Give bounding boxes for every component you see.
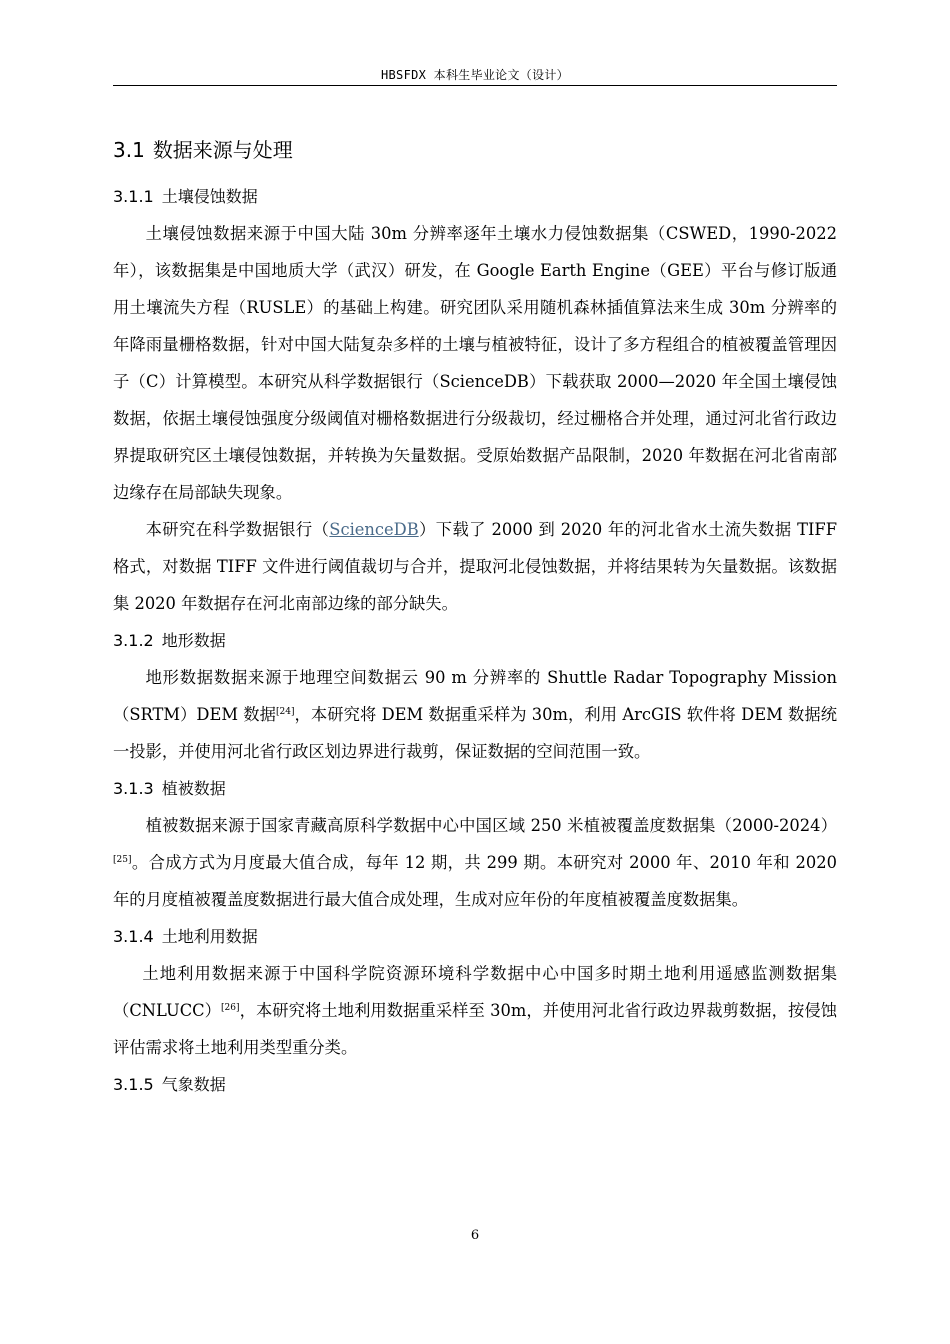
paragraph-vegetation <box>113 807 837 918</box>
paragraph-terrain <box>113 659 837 770</box>
paragraph-text: ，本研究将土地利用数据重采样至 30m，并使用河北省行政边界裁剪数据，按侵蚀评估需求将土地利用类型重分类。 <box>113 1001 837 1057</box>
page-number: 6 <box>470 1228 480 1243</box>
subsection-title: 土壤侵蚀数据 <box>161 187 258 206</box>
subsection-heading-meteorology <box>113 1066 837 1103</box>
citation-ref: [25] <box>113 855 132 865</box>
section-title: 数据来源与处理 <box>152 138 293 162</box>
sciencedb-link[interactable]: ScienceDB <box>329 520 419 539</box>
page-content <box>113 132 837 1103</box>
citation-ref: [24] <box>276 707 295 717</box>
subsection-title: 植被数据 <box>161 779 226 798</box>
subsection-title: 地形数据 <box>161 631 226 650</box>
citation-ref: [26] <box>221 1003 240 1013</box>
subsection-title: 土地利用数据 <box>161 927 258 946</box>
paragraph-text: ，本研究将 DEM 数据重采样为 30m，利用 ArcGIS 软件将 DEM 数据统一投影，并使用河北省行政区划边界进行裁剪，保证数据的空间范围一致。 <box>113 705 837 761</box>
paragraph-text: 本研究在科学数据银行（ <box>145 520 330 539</box>
paragraph-land-use <box>113 955 837 1066</box>
paragraph-soil-erosion-2 <box>113 511 837 622</box>
header-rule <box>113 85 837 86</box>
subsection-title: 气象数据 <box>161 1075 226 1094</box>
page-header: HBSFDX 本科生毕业论文（设计） <box>381 68 569 82</box>
subsection-number: 3.1.1 <box>113 187 154 206</box>
paragraph-text: 地形数据数据来源于地理空间数据云 90 m 分辨率的 Shuttle Radar Topography Mission（SRTM）DEM 数据 <box>113 668 837 724</box>
paragraph-text: ）下载了 2000 到 2020 年的河北省水土流失数据 TIFF 格式，对数据 TIFF 文件进行阈值裁切与合并，提取河北侵蚀数据，并将结果转为矢量数据。该数据集 2020 年数据存在河北南部边缘的部分缺失。 <box>113 520 837 613</box>
subsection-heading-land-use <box>113 918 837 955</box>
section-heading <box>113 132 837 168</box>
subsection-number: 3.1.3 <box>113 779 154 798</box>
paragraph-soil-erosion-1: 土壤侵蚀数据来源于中国大陆 30m 分辨率逐年土壤水力侵蚀数据集（CSWED，1990-2022 年），该数据集是中国地质大学（武汉）研发，在 Google Earth Engine（GEE）平台与修订版通用土壤流失方程（RUSLE）的基础上构建。研究团队采用随机森林插值算法来生成 30m 分辨率的年降雨量栅格数据，针对中国大陆复杂多样的土壤与植被特征，设计了多方程组合的植被覆盖管理因子（C）计算模型。本研究从科学数据银行（ScienceDB）下载获取 2000—2020 年全国土壤侵蚀数据，依据土壤侵蚀强度分级阈值对栅格数据进行分级裁切，经过栅格合并处理，通过河北省行政边界提取研究区土壤侵蚀数据，并转换为矢量数据。受原始数据产品限制，2020 年数据在河北省南部边缘存在局部缺失现象。 <box>113 224 837 502</box>
subsection-heading-soil-erosion <box>113 178 837 215</box>
paragraph-text: 植被数据来源于国家青藏高原科学数据中心中国区域 250 米植被覆盖度数据集（2000-2024） <box>145 816 837 835</box>
section-number: 3.1 <box>113 138 145 162</box>
subsection-heading-vegetation <box>113 770 837 807</box>
paragraph-text: 。合成方式为月度最大值合成，每年 12 期，共 299 期。本研究对 2000 年、2010 年和 2020 年的月度植被覆盖度数据进行最大值合成处理，生成对应年份的年度植被覆盖度数据集。 <box>113 853 837 909</box>
subsection-number: 3.1.5 <box>113 1075 154 1094</box>
subsection-number: 3.1.2 <box>113 631 154 650</box>
subsection-heading-terrain <box>113 622 837 659</box>
subsection-number: 3.1.4 <box>113 927 154 946</box>
paragraph-text: 土地利用数据来源于中国科学院资源环境科学数据中心中国多时期土地利用遥感监测数据集（CNLUCC） <box>113 964 837 1020</box>
